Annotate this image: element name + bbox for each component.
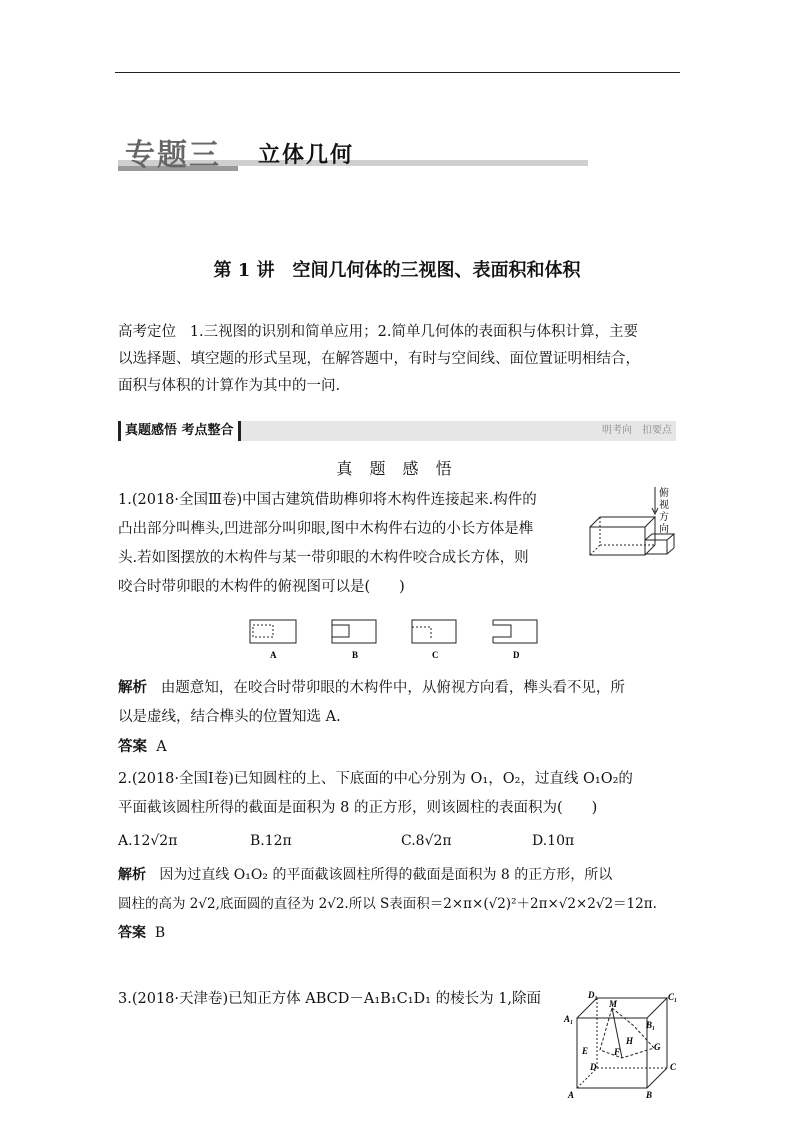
view-direction-char-4: 向 — [659, 524, 669, 535]
lecture-title: 第 1 讲 空间几何体的三视图、表面积和体积 — [213, 260, 581, 281]
q1-analysis-line-2: 以是虚线，结合榫头的位置知选 A. — [118, 709, 341, 725]
q3-line-1: 3.(2018·天津卷)已知正方体 ABCD－A₁B₁C₁D₁ 的棱长为 1,除面 — [118, 991, 542, 1007]
intro-paragraph — [118, 319, 678, 400]
q2-analysis-line-1: 因为过直线 O₁O₂ 的平面截该圆柱所得的截面是面积为 8 的正方形，所以 — [159, 867, 613, 883]
q2-analysis-line-2: 圆柱的高为 2√2,底面圆的直径为 2√2.所以 S表面积＝2×π×(√2)²＋2π×√2×2√2＝12π. — [118, 896, 657, 912]
section-title: 真 题 感 悟 — [336, 459, 458, 478]
q2-text — [118, 765, 683, 823]
intro-label: 高考定位 — [118, 324, 176, 340]
q1-text — [118, 486, 578, 602]
label-g: G — [654, 1042, 661, 1052]
q2-option-a: A.12√2π — [118, 833, 178, 849]
label-e: E — [582, 1046, 589, 1056]
q1-analysis-line-1: 由题意知，在咬合时带卯眼的木构件中，从俯视方向看，榫头看不见，所 — [160, 680, 625, 696]
label-c1: C₁ — [668, 992, 678, 1002]
q2-option-d: D.10π — [532, 833, 575, 849]
q2-line-1: 2.(2018·全国Ⅰ卷)已知圆柱的上、下底面的中心分别为 O₁，O₂，过直线 O₁O₂的 — [118, 771, 633, 787]
label-d: D — [590, 1062, 597, 1072]
label-m: M — [609, 999, 618, 1009]
option-a-figure — [250, 620, 296, 643]
q1-block-figure — [585, 482, 680, 572]
banner-right-text: 明考向 扣要点 — [602, 425, 672, 436]
q1-answer-label: 答案 — [118, 738, 147, 755]
option-b-figure — [332, 620, 376, 643]
option-d-label: D — [513, 650, 520, 660]
q3-cube-figure — [562, 990, 682, 1102]
q2-option-c: C.8√2π — [401, 833, 452, 849]
label-h: H — [626, 1036, 634, 1046]
q2-option-b: B.12π — [250, 833, 292, 849]
chapter-title: 立体几何 — [258, 142, 355, 168]
label-a1: A₁ — [564, 1014, 574, 1024]
intro-line-1: 1.三视图的识别和简单应用；2.简单几何体的表面积与体积计算，主要 — [189, 324, 638, 340]
label-c: C — [670, 1062, 677, 1072]
label-d1: D₁ — [588, 990, 598, 1000]
label-b: B — [646, 1090, 653, 1100]
q2-answer: B — [154, 925, 166, 941]
label-b1: B₁ — [646, 1020, 656, 1030]
q2-answer-label: 答案 — [118, 925, 146, 941]
option-b-label: B — [352, 650, 359, 660]
view-direction-char-1: 俯 — [659, 488, 669, 499]
header-rule — [115, 72, 680, 73]
intro-line-2: 以选择题、填空题的形式呈现，在解答题中，有时与空间线、面位置证明相结合， — [118, 351, 640, 367]
q1-analysis — [118, 673, 678, 762]
banner-label: 真题感悟 考点整合 — [118, 421, 241, 441]
q1-option-figures — [245, 617, 545, 662]
q3-text — [118, 985, 558, 1014]
q1-line-3: 头.若如图摆放的木构件与某一带卯眼的木构件咬合成长方体，则 — [118, 550, 529, 566]
option-c-label: C — [432, 650, 439, 660]
q1-analysis-label: 解析 — [118, 679, 147, 696]
q2-line-2: 平面截该圆柱所得的截面是面积为 8 的正方形，则该圆柱的表面积为( ) — [118, 800, 598, 816]
q1-line-2: 凸出部分叫榫头,凹进部分叫卯眼,图中木构件右边的小长方体是榫 — [118, 521, 534, 537]
option-d-figure — [493, 620, 537, 643]
label-a: A — [568, 1090, 575, 1100]
view-direction-char-3: 方 — [659, 512, 669, 523]
q1-answer: A — [156, 739, 167, 755]
label-f: F — [614, 1047, 621, 1057]
q2-analysis — [118, 861, 688, 948]
q1-line-1: 1.(2018·全国Ⅲ卷)中国古建筑借助榫卯将木构件连接起来.构件的 — [118, 492, 537, 508]
option-c-figure — [412, 620, 456, 643]
intro-line-3: 面积与体积的计算作为其中的一问. — [118, 378, 341, 394]
chapter-number: 专题三 — [125, 138, 221, 173]
view-direction-char-2: 视 — [659, 500, 669, 511]
option-a-label: A — [270, 650, 277, 660]
q2-analysis-label: 解析 — [118, 867, 146, 883]
q1-line-4: 咬合时带卯眼的木构件的俯视图可以是( ) — [118, 579, 405, 595]
